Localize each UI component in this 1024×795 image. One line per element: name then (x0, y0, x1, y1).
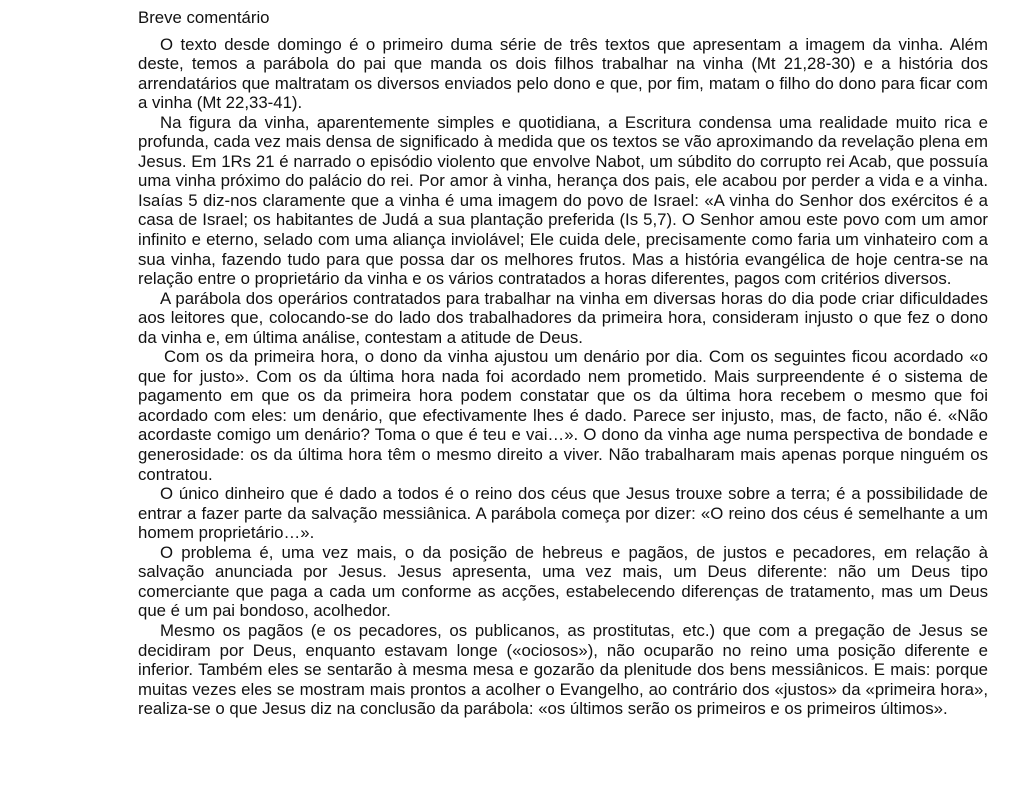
paragraph-4: Com os da primeira hora, o dono da vinha ajustou um denário por dia. Com os seguintes ficou acordado «o que for justo». Com os da última hora nada foi acordado nem prometido. Mais surpreendente é o sistema de pagamento em que os da primeira hora podem constatar que os da última hora recebem o mesmo que foi acordado com eles: um denário, que efectivamente lhes é dado. Parece ser injusto, mas, de facto, não é. «Não acordaste comigo um denário? Toma o que é teu e vai…». O dono da vinha age numa perspectiva de bondade e generosidade: os da última hora têm o mesmo direito a viver. Não trabalharam mais apenas porque ninguém os contratou. (138, 347, 988, 484)
paragraph-1: O texto desde domingo é o primeiro duma série de três textos que apresentam a imagem da vinha. Além deste, temos a parábola do pai que manda os dois filhos trabalhar na vinha (Mt 21,28-30) e a história dos arrendatários que maltratam os diversos enviados pelo dono e que, por fim, matam o filho do dono para ficar com a vinha (Mt 22,33-41). (138, 34, 988, 113)
paragraph-6: O problema é, uma vez mais, o da posição de hebreus e pagãos, de justos e pecadores, em relação à salvação anunciada por Jesus. Jesus apresenta, uma vez mais, um Deus diferente: não um Deus tipo comerciante que paga a cada um conforme as acções, estabelecendo diferenças de tratamento, mas um Deus que é um pai bondoso, acolhedor. (138, 542, 988, 621)
paragraph-7: Mesmo os pagãos (e os pecadores, os publicanos, as prostitutas, etc.) que com a pregação de Jesus se decidiram por Deus, enquanto estavam longe («ociosos»), não ocuparão no reino uma posição diferente e inferior. Também eles se sentarão à mesma mesa e gozarão da plenitude dos bens messiânicos. E mais: porque muitas vezes eles se mostram mais prontos a acolher o Evangelho, ao contrário dos «justos» da «primeira hora», realiza-se o que Jesus diz na conclusão da parábola: «os últimos serão os primeiros e os primeiros últimos». (138, 620, 988, 719)
paragraph-3: A parábola dos operários contratados para trabalhar na vinha em diversas horas do dia pode criar dificuldades aos leitores que, colocando-se do lado dos trabalhadores da primeira hora, consideram injusto o que fez o dono da vinha e, em última análise, contestam a atitude de Deus. (138, 288, 988, 347)
document-page (138, 8, 988, 719)
paragraph-5: O único dinheiro que é dado a todos é o reino dos céus que Jesus trouxe sobre a terra; é a possibilidade de entrar a fazer parte da salvação messiânica. A parábola começa por dizer: «O reino dos céus é semelhante a um homem proprietário…». (138, 484, 988, 543)
paragraph-2: Na figura da vinha, aparentemente simples e quotidiana, a Escritura condensa uma realidade muito rica e profunda, cada vez mais densa de significado à medida que os textos se vão aproximando da revelação plena em Jesus. Em 1Rs 21 é narrado o episódio violento que envolve Nabot, um súbdito do corrupto rei Acab, que possuía uma vinha próximo do palácio do rei. Por amor à vinha, herança dos pais, ele acabou por perder a vida e a vinha. Isaías 5 diz-nos claramente que a vinha é uma imagem do povo de Israel: «A vinha do Senhor dos exércitos é a casa de Israel; os habitantes de Judá a sua plantação preferida (Is 5,7). O Senhor amou este povo com um amor infinito e eterno, selado com uma aliança inviolável; Ele cuida dele, precisamente como faria um vinhateiro com a sua vinha, fazendo tudo para que possa dar os melhores frutos. Mas a história evangélica de hoje centra-se na relação entre o proprietário da vinha e os vários contratados a horas diferentes, pagos com critérios diversos. (138, 112, 988, 289)
document-heading: Breve comentário (138, 8, 270, 27)
